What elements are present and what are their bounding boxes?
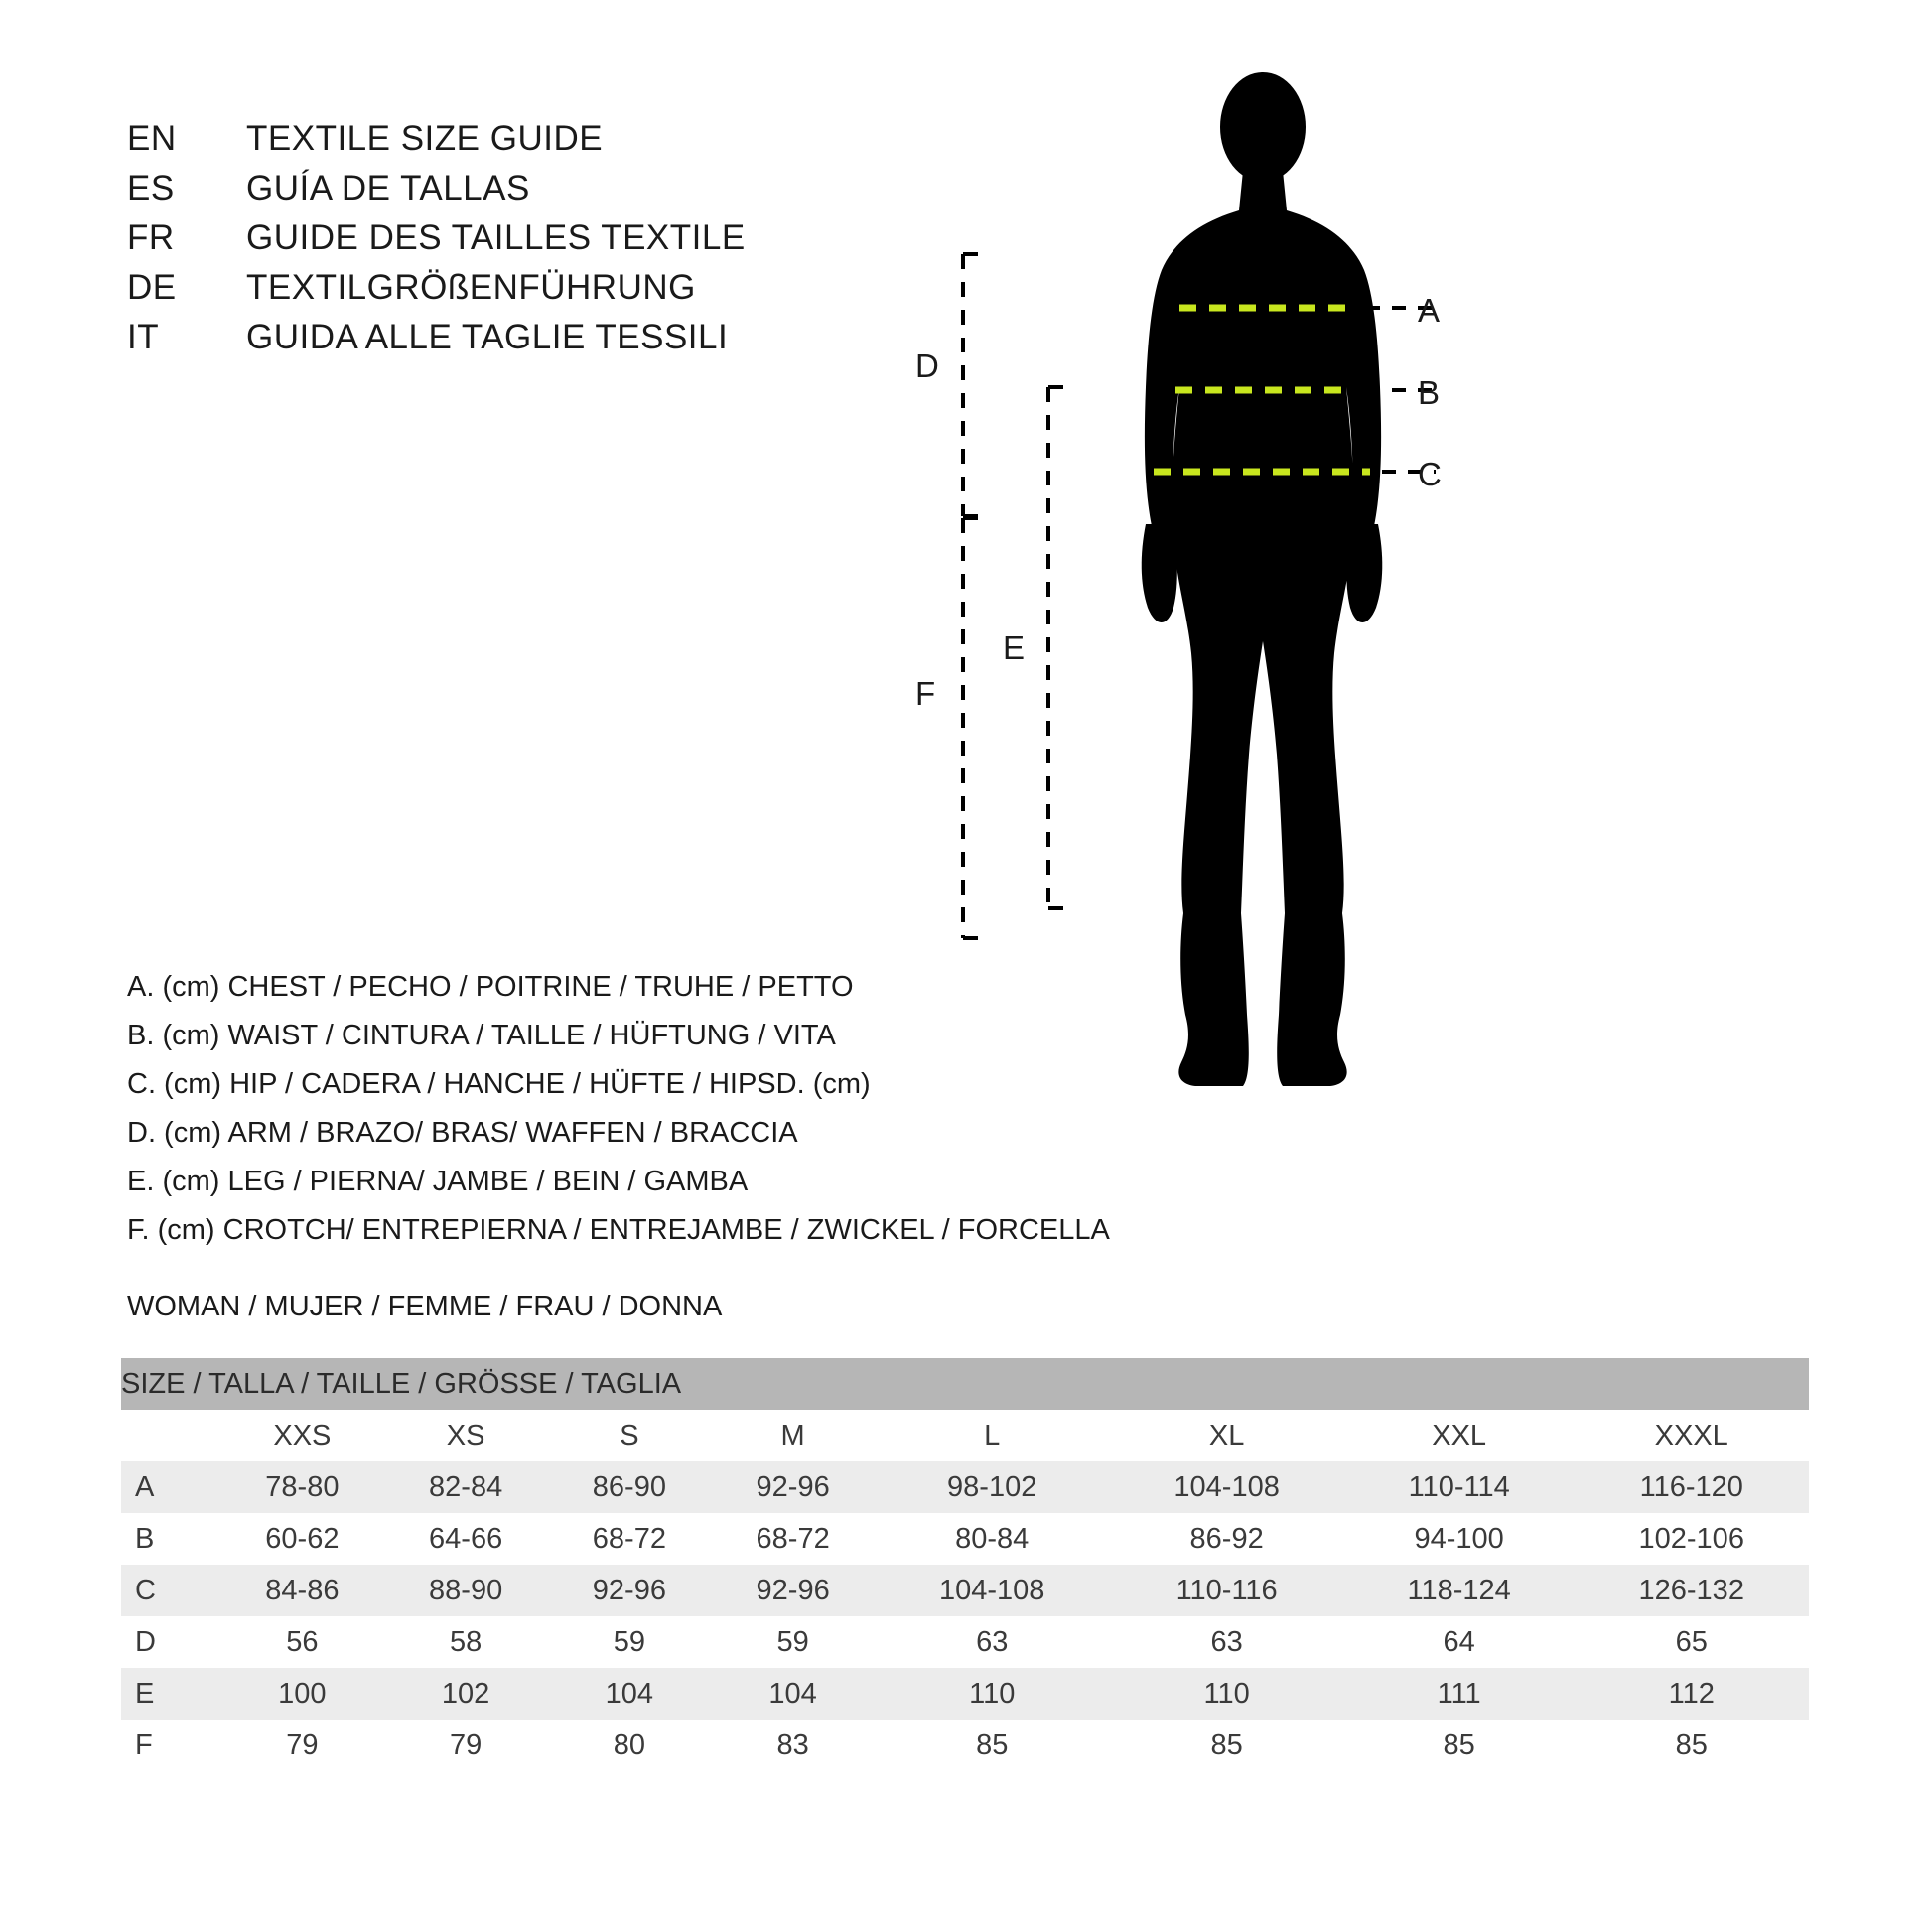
table-cell: 79 [220, 1720, 384, 1771]
table-cell: 85 [1574, 1720, 1809, 1771]
table-cell: 94-100 [1344, 1513, 1575, 1565]
table-cell: 102-106 [1574, 1513, 1809, 1565]
dimension-label-d: D [915, 347, 939, 384]
table-cell: 84-86 [220, 1565, 384, 1616]
table-cell: 104-108 [1109, 1461, 1343, 1513]
table-cell: 110 [1109, 1668, 1343, 1720]
bracket-f-lines [963, 518, 989, 938]
table-cell: 60-62 [220, 1513, 384, 1565]
table-row [121, 1513, 1809, 1565]
dimension-label-a: A [1418, 292, 1441, 329]
table-row [121, 1565, 1809, 1616]
table-cell: 68-72 [711, 1513, 875, 1565]
female-silhouette-icon [1142, 72, 1383, 1086]
table-cell: 98-102 [875, 1461, 1109, 1513]
table-cell: 92-96 [711, 1565, 875, 1616]
bracket-e-lines [1048, 387, 1074, 908]
dimension-label-c: C [1418, 456, 1442, 492]
title-text-en: TEXTILE SIZE GUIDE [246, 119, 604, 158]
table-row [121, 1720, 1809, 1771]
table-cell: 110-116 [1109, 1565, 1343, 1616]
table-cell: 112 [1574, 1668, 1809, 1720]
bracket-d-lines [963, 254, 989, 516]
table-cell: 64-66 [384, 1513, 548, 1565]
table-cell: 64 [1344, 1616, 1575, 1668]
table-row [121, 1668, 1809, 1720]
table-row-label: D [121, 1616, 220, 1668]
group-label: WOMAN / MUJER / FEMME / FRAU / DONNA [127, 1291, 723, 1322]
legend-row-a: A. (cm) CHEST / PECHO / POITRINE / TRUHE / PETTO [127, 971, 854, 1003]
table-cell: 88-90 [384, 1565, 548, 1616]
table-cell: 104-108 [875, 1565, 1109, 1616]
table-cell: 82-84 [384, 1461, 548, 1513]
table-cell: 102 [384, 1668, 548, 1720]
table-cell: 59 [548, 1616, 712, 1668]
table-caption-row [121, 1358, 1809, 1410]
table-header-xxs: XXS [220, 1410, 384, 1461]
title-lang-it: IT [127, 318, 160, 356]
table-cell: 126-132 [1574, 1565, 1809, 1616]
table-cell: 110 [875, 1668, 1109, 1720]
table-cell: 116-120 [1574, 1461, 1809, 1513]
size-table [121, 1358, 1809, 1771]
title-lang-es: ES [127, 169, 175, 207]
legend-block [127, 963, 1239, 1255]
table-cell: 79 [384, 1720, 548, 1771]
table-cell: 100 [220, 1668, 384, 1720]
table-cell: 56 [220, 1616, 384, 1668]
table-cell: 104 [548, 1668, 712, 1720]
table-cell: 118-124 [1344, 1565, 1575, 1616]
table-header-xl: XL [1109, 1410, 1343, 1461]
title-text-de: TEXTILGRÖßENFÜHRUNG [246, 268, 696, 307]
table-cell: 65 [1574, 1616, 1809, 1668]
table-cell: 63 [875, 1616, 1109, 1668]
table-row [121, 1616, 1809, 1668]
table-header-xxl: XXL [1344, 1410, 1575, 1461]
title-text-it: GUIDA ALLE TAGLIE TESSILI [246, 318, 729, 356]
table-row [121, 1461, 1809, 1513]
title-text-fr: GUIDE DES TAILLES TEXTILE [246, 218, 746, 257]
table-cell: 85 [875, 1720, 1109, 1771]
table-header-row [121, 1410, 1809, 1461]
table-cell: 80 [548, 1720, 712, 1771]
table-cell: 111 [1344, 1668, 1575, 1720]
table-row-label: F [121, 1720, 220, 1771]
table-header-m: M [711, 1410, 875, 1461]
table-header-xs: XS [384, 1410, 548, 1461]
table-cell: 63 [1109, 1616, 1343, 1668]
dimension-label-e: E [1003, 629, 1026, 666]
legend-row-f: F. (cm) CROTCH/ ENTREPIERNA / ENTREJAMBE / ZWICKEL / FORCELLA [127, 1214, 1110, 1246]
title-lang-fr: FR [127, 218, 175, 257]
table-cell: 85 [1344, 1720, 1575, 1771]
table-caption: SIZE / TALLA / TAILLE / GRÖSSE / TAGLIA [121, 1358, 1809, 1410]
dimension-label-b: B [1418, 374, 1441, 411]
table-header-s: S [548, 1410, 712, 1461]
table-cell: 110-114 [1344, 1461, 1575, 1513]
table-header-l: L [875, 1410, 1109, 1461]
table-cell: 68-72 [548, 1513, 712, 1565]
table-row-label: A [121, 1461, 220, 1513]
legend-row-c: C. (cm) HIP / CADERA / HANCHE / HÜFTE / HIPSD. (cm) [127, 1068, 871, 1100]
table-cell: 83 [711, 1720, 875, 1771]
table-cell: 58 [384, 1616, 548, 1668]
table-cell: 85 [1109, 1720, 1343, 1771]
legend-row-b: B. (cm) WAIST / CINTURA / TAILLE / HÜFTUNG / VITA [127, 1020, 836, 1051]
table-cell: 92-96 [548, 1565, 712, 1616]
table-row-label: B [121, 1513, 220, 1565]
title-lang-en: EN [127, 119, 177, 158]
table-row-label: C [121, 1565, 220, 1616]
table-header-corner [121, 1410, 220, 1461]
legend-row-e: E. (cm) LEG / PIERNA/ JAMBE / BEIN / GAMBA [127, 1166, 749, 1197]
table-row-label: E [121, 1668, 220, 1720]
table-header-xxxl: XXXL [1574, 1410, 1809, 1461]
table-cell: 92-96 [711, 1461, 875, 1513]
dimension-label-f: F [915, 675, 936, 712]
table-cell: 59 [711, 1616, 875, 1668]
table-cell: 86-90 [548, 1461, 712, 1513]
table-cell: 86-92 [1109, 1513, 1343, 1565]
title-text-es: GUÍA DE TALLAS [246, 169, 530, 207]
legend-row-d: D. (cm) ARM / BRAZO/ BRAS/ WAFFEN / BRACCIA [127, 1117, 798, 1149]
table-cell: 80-84 [875, 1513, 1109, 1565]
table-cell: 78-80 [220, 1461, 384, 1513]
title-lang-de: DE [127, 268, 177, 307]
table-cell: 104 [711, 1668, 875, 1720]
